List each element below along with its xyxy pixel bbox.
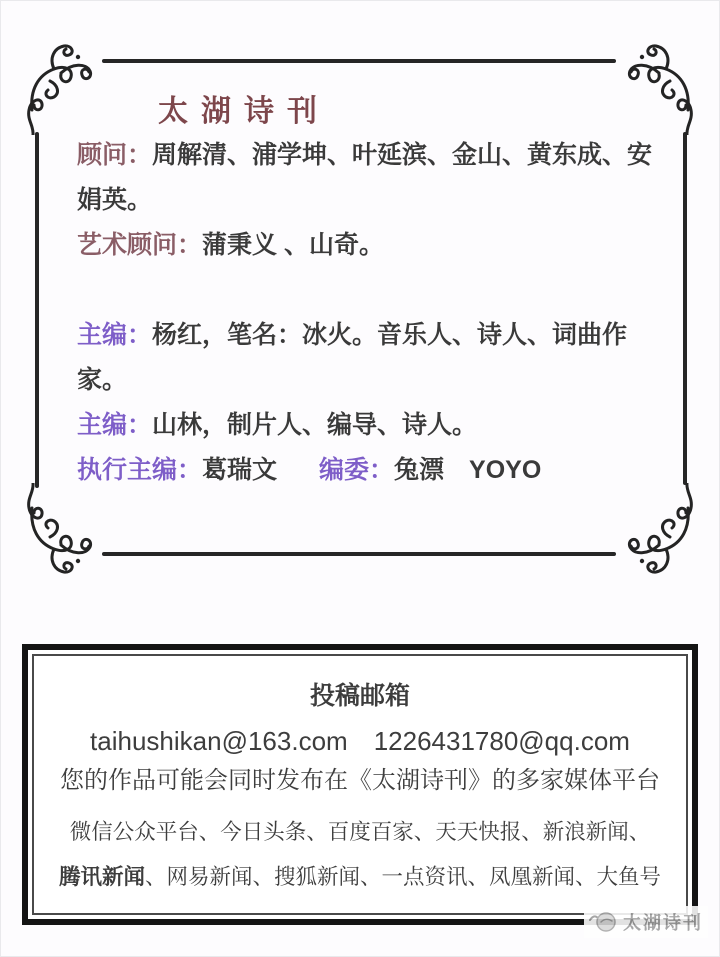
chief-editor-1-line: [77, 313, 667, 403]
chief-editor-2-label: 主编：: [77, 411, 153, 439]
frame-line-bottom: [102, 552, 616, 556]
frame-line-right: [683, 132, 687, 485]
platforms-line-2-rest: 、网易新闻、搜狐新闻、一点资讯、凤凰新闻、大鱼号: [145, 865, 662, 889]
advisor-line: [77, 133, 667, 223]
chief-editor-1-part1: 杨红，笔名：冰火。音乐人、诗人、词曲作: [152, 321, 628, 349]
corner-flourish-bottom-left-icon: [20, 483, 100, 578]
chief-editor-1-part2: 家。: [77, 366, 128, 394]
platforms-line-1: 微信公众平台、今日头条、百度百家、天天快报、新浪新闻、: [69, 820, 651, 844]
journal-title: 太湖诗刊: [158, 95, 330, 128]
art-advisor-line: [77, 223, 667, 268]
platforms-line-2: [59, 862, 661, 892]
art-advisor-names: 蒲秉义 、山奇。: [202, 231, 384, 259]
chief-editor-2-text: 山林，制片人、编导、诗人。: [152, 411, 478, 439]
executive-editor-name: 葛瑞文: [202, 456, 278, 484]
frame-line-left: [35, 132, 39, 488]
submission-emails: [90, 726, 630, 756]
corner-flourish-top-right-icon: [620, 40, 700, 135]
advisor-names-part2: 娟英。: [77, 186, 153, 214]
chief-editor-2-line: [77, 403, 667, 448]
masthead-credits: [77, 133, 667, 493]
watermark: [584, 906, 708, 938]
advisor-label: 顾问：: [77, 141, 153, 169]
journal-logo-icon: [589, 910, 619, 934]
publish-notice: 您的作品可能会同时发布在《太湖诗刊》的多家媒体平台: [60, 767, 660, 794]
corner-flourish-top-left-icon: [20, 40, 100, 135]
executive-editor-label: 执行主编：: [77, 456, 203, 484]
chief-editor-1-label: 主编：: [77, 321, 153, 349]
art-advisor-label: 艺术顾问：: [77, 231, 203, 259]
advisor-names-part1: 周解清、浦学坤、叶延滨、金山、黄东成、安: [152, 141, 653, 169]
submission-box-inner: [32, 654, 688, 915]
submission-box: [22, 644, 698, 925]
executive-editor-line: [77, 448, 667, 493]
email-163: taihushikan@163.com: [90, 726, 348, 756]
editorial-board-label: 编委：: [319, 456, 395, 484]
corner-flourish-bottom-right-icon: [620, 483, 700, 578]
watermark-text: 太湖诗刊: [623, 913, 703, 933]
editorial-board-names: 兔漂 YOYO: [394, 456, 542, 484]
submission-heading: 投稿邮箱: [309, 682, 410, 710]
email-qq: 1226431780@qq.com: [373, 726, 630, 756]
platform-tencent-news: 腾讯新闻: [58, 865, 145, 889]
frame-line-top: [102, 59, 616, 63]
